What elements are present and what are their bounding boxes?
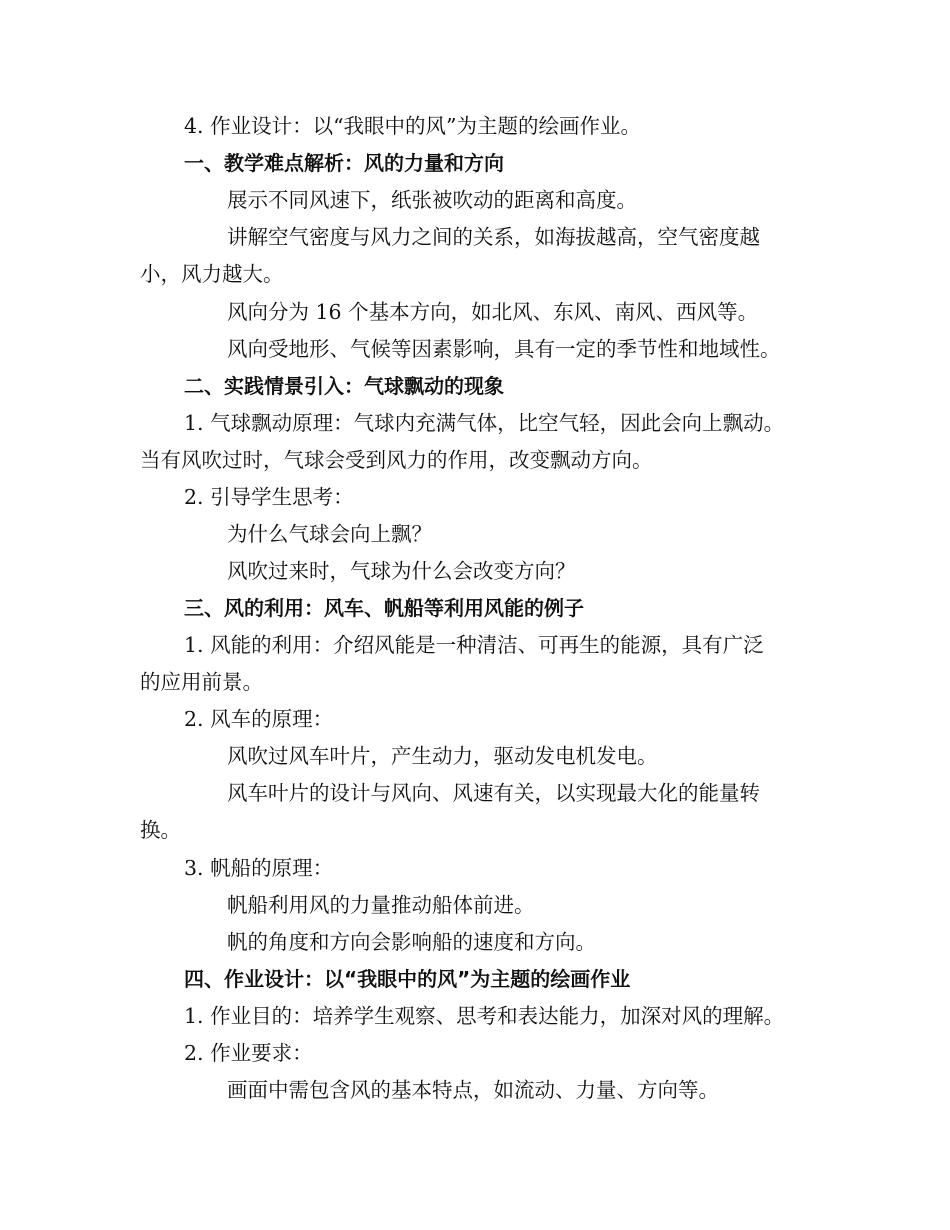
paragraph-line: 2. 风车的原理：: [184, 707, 334, 731]
paragraph-line: 风吹过风车叶片，产生动力，驱动发电机发电。: [227, 744, 658, 768]
section-heading: 四、作业设计：以“我眼中的风”为主题的绘画作业: [184, 967, 631, 991]
paragraph-line: 帆的角度和方向会影响船的速度和方向。: [227, 930, 596, 954]
paragraph-line: 1. 风能的利用：介绍风能是一种清洁、可再生的能源，具有广泛: [184, 633, 764, 657]
paragraph-line: 1. 气球飘动原理：气球内充满气体，比空气轻，因此会向上飘动。: [184, 411, 785, 435]
paragraph-line: 当有风吹过时，气球会受到风力的作用，改变飘动方向。: [140, 448, 653, 472]
paragraph-line: 小，风力越大。: [140, 262, 284, 286]
section-heading: 二、实践情景引入：气球飘动的现象: [184, 374, 504, 398]
paragraph-line: 风向分为 16 个基本方向，如北风、东风、南风、西风等。: [227, 300, 759, 324]
section-heading: 三、风的利用：风车、帆船等利用风能的例子: [184, 596, 584, 620]
paragraph-line: 2. 引导学生思考：: [184, 485, 354, 509]
paragraph-line: 2. 作业要求：: [184, 1041, 313, 1065]
paragraph-line: 1. 作业目的：培养学生观察、思考和表达能力，加深对风的理解。: [184, 1004, 785, 1028]
paragraph-line: 3. 帆船的原理：: [184, 856, 334, 880]
section-heading: 一、教学难点解析：风的力量和方向: [184, 151, 504, 175]
paragraph-line: 换。: [140, 818, 181, 842]
paragraph-line: 4. 作业设计：以“我眼中的风”为主题的绘画作业。: [184, 114, 642, 138]
paragraph-line: 风向受地形、气候等因素影响，具有一定的季节性和地域性。: [227, 337, 781, 361]
paragraph-line: 展示不同风速下，纸张被吹动的距离和高度。: [227, 188, 637, 212]
paragraph-line: 画面中需包含风的基本特点，如流动、力量、方向等。: [227, 1078, 719, 1102]
paragraph-line: 的应用前景。: [140, 670, 263, 694]
paragraph-line: 风吹过来时，气球为什么会改变方向？: [227, 559, 576, 583]
paragraph-line: 讲解空气密度与风力之间的关系，如海拔越高，空气密度越: [227, 225, 760, 249]
paragraph-line: 帆船利用风的力量推动船体前进。: [227, 893, 535, 917]
paragraph-line: 为什么气球会向上飘？: [227, 522, 432, 546]
paragraph-line: 风车叶片的设计与风向、风速有关，以实现最大化的能量转: [227, 781, 760, 805]
